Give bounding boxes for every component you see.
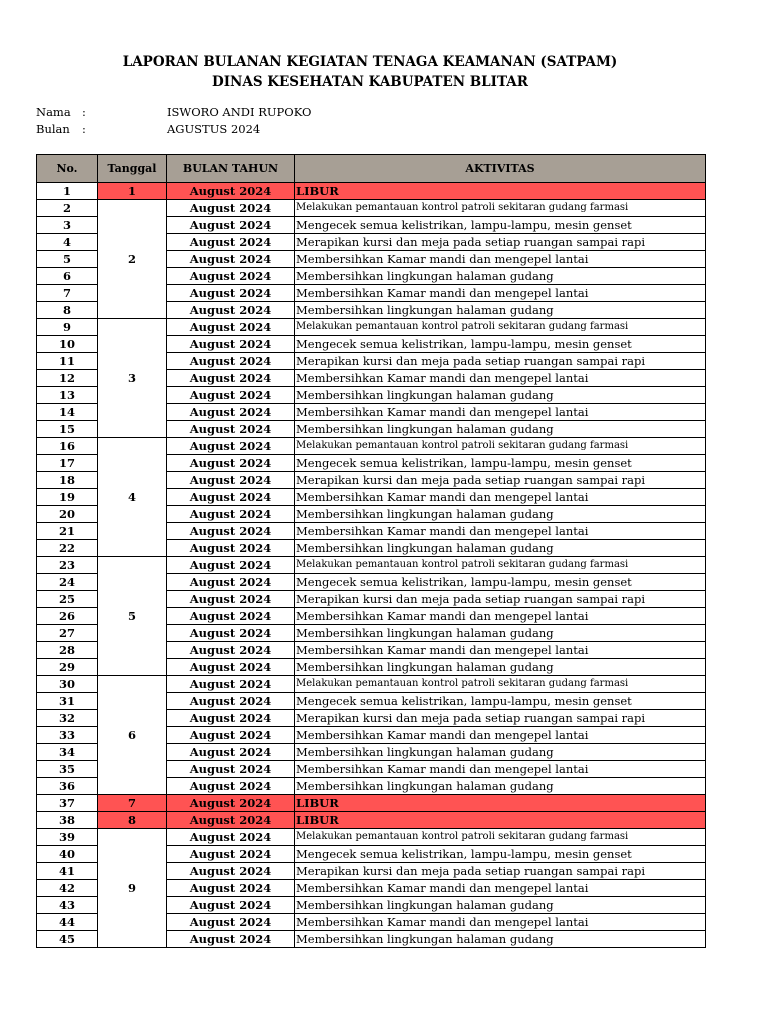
aktivitas-cell: Mengecek semua kelistrikan, lampu-lampu, mesin genset <box>295 574 706 591</box>
table-row <box>37 200 706 217</box>
bulan-tahun-cell: August 2024 <box>167 285 295 302</box>
row-number: 30 <box>37 676 98 693</box>
row-number: 20 <box>37 506 98 523</box>
aktivitas-cell: LIBUR <box>295 795 706 812</box>
bulan-tahun-cell: August 2024 <box>167 914 295 931</box>
bulan-tahun-cell: August 2024 <box>167 336 295 353</box>
bulan-tahun-cell: August 2024 <box>167 421 295 438</box>
row-number: 28 <box>37 642 98 659</box>
bulan-tahun-cell: August 2024 <box>167 591 295 608</box>
tanggal-cell: 6 <box>98 676 167 795</box>
table-header-row <box>37 155 706 183</box>
bulan-tahun-cell: August 2024 <box>167 608 295 625</box>
aktivitas-cell: Membersihkan Kamar mandi dan mengepel lantai <box>295 404 706 421</box>
aktivitas-cell: Mengecek semua kelistrikan, lampu-lampu, mesin genset <box>295 455 706 472</box>
table-row <box>37 319 706 336</box>
tanggal-cell: 9 <box>98 829 167 948</box>
row-number: 18 <box>37 472 98 489</box>
aktivitas-cell: Membersihkan lingkungan halaman gudang <box>295 506 706 523</box>
bulan-tahun-cell: August 2024 <box>167 183 295 200</box>
row-number: 11 <box>37 353 98 370</box>
aktivitas-cell: Mengecek semua kelistrikan, lampu-lampu, mesin genset <box>295 217 706 234</box>
bulan-tahun-cell: August 2024 <box>167 387 295 404</box>
nama-label: Nama <box>36 105 71 119</box>
aktivitas-cell: Membersihkan lingkungan halaman gudang <box>295 778 706 795</box>
aktivitas-cell: Membersihkan Kamar mandi dan mengepel lantai <box>295 761 706 778</box>
row-number: 32 <box>37 710 98 727</box>
row-number: 25 <box>37 591 98 608</box>
aktivitas-cell: Melakukan pemantauan kontrol patroli sekitaran gudang farmasi <box>295 829 706 846</box>
bulan-tahun-cell: August 2024 <box>167 574 295 591</box>
row-number: 43 <box>37 897 98 914</box>
bulan-tahun-cell: August 2024 <box>167 200 295 217</box>
aktivitas-cell: LIBUR <box>295 183 706 200</box>
report-title: LAPORAN BULANAN KEGIATAN TENAGA KEAMANAN (SATPAM) <box>122 54 618 70</box>
bulan-tahun-cell: August 2024 <box>167 404 295 421</box>
row-number: 13 <box>37 387 98 404</box>
bulan-tahun-cell: August 2024 <box>167 557 295 574</box>
row-number: 38 <box>37 812 98 829</box>
aktivitas-cell: Merapikan kursi dan meja pada setiap ruangan sampai rapi <box>295 353 706 370</box>
tanggal-cell: 1 <box>98 183 167 200</box>
aktivitas-cell: Melakukan pemantauan kontrol patroli sekitaran gudang farmasi <box>295 200 706 217</box>
row-number: 14 <box>37 404 98 421</box>
tanggal-cell: 7 <box>98 795 167 812</box>
bulan-tahun-cell: August 2024 <box>167 540 295 557</box>
col-header-bulan-tahun: BULAN TAHUN <box>167 155 295 183</box>
bulan-tahun-cell: August 2024 <box>167 234 295 251</box>
bulan-tahun-cell: August 2024 <box>167 693 295 710</box>
nama-value: ISWORO ANDI RUPOKO <box>167 105 312 119</box>
row-number: 37 <box>37 795 98 812</box>
table-row <box>37 795 706 812</box>
col-header-aktivitas: AKTIVITAS <box>295 155 706 183</box>
bulan-tahun-cell: August 2024 <box>167 353 295 370</box>
aktivitas-cell: Membersihkan lingkungan halaman gudang <box>295 387 706 404</box>
bulan-tahun-cell: August 2024 <box>167 302 295 319</box>
bulan-value: AGUSTUS 2024 <box>167 122 261 136</box>
table-row <box>37 557 706 574</box>
aktivitas-cell: Melakukan pemantauan kontrol patroli sekitaran gudang farmasi <box>295 319 706 336</box>
bulan-colon: : <box>82 122 86 136</box>
row-number: 1 <box>37 183 98 200</box>
bulan-tahun-cell: August 2024 <box>167 829 295 846</box>
row-number: 33 <box>37 727 98 744</box>
bulan-label: Bulan <box>36 122 70 136</box>
bulan-tahun-cell: August 2024 <box>167 472 295 489</box>
row-number: 2 <box>37 200 98 217</box>
bulan-tahun-cell: August 2024 <box>167 251 295 268</box>
row-number: 34 <box>37 744 98 761</box>
row-number: 17 <box>37 455 98 472</box>
bulan-tahun-cell: August 2024 <box>167 676 295 693</box>
aktivitas-cell: Membersihkan lingkungan halaman gudang <box>295 540 706 557</box>
aktivitas-cell: Membersihkan lingkungan halaman gudang <box>295 268 706 285</box>
row-number: 29 <box>37 659 98 676</box>
row-number: 44 <box>37 914 98 931</box>
aktivitas-cell: Membersihkan Kamar mandi dan mengepel lantai <box>295 523 706 540</box>
bulan-tahun-cell: August 2024 <box>167 438 295 455</box>
tanggal-cell: 3 <box>98 319 167 438</box>
aktivitas-cell: Mengecek semua kelistrikan, lampu-lampu, mesin genset <box>295 693 706 710</box>
bulan-tahun-cell: August 2024 <box>167 506 295 523</box>
bulan-tahun-cell: August 2024 <box>167 778 295 795</box>
aktivitas-cell: Membersihkan Kamar mandi dan mengepel lantai <box>295 251 706 268</box>
aktivitas-cell: Membersihkan Kamar mandi dan mengepel lantai <box>295 642 706 659</box>
bulan-tahun-cell: August 2024 <box>167 812 295 829</box>
aktivitas-cell: Merapikan kursi dan meja pada setiap ruangan sampai rapi <box>295 863 706 880</box>
row-number: 35 <box>37 761 98 778</box>
tanggal-cell: 4 <box>98 438 167 557</box>
bulan-tahun-cell: August 2024 <box>167 659 295 676</box>
report-subtitle: DINAS KESEHATAN KABUPATEN BLITAR <box>211 74 528 90</box>
aktivitas-cell: Merapikan kursi dan meja pada setiap ruangan sampai rapi <box>295 710 706 727</box>
row-number: 23 <box>37 557 98 574</box>
row-number: 7 <box>37 285 98 302</box>
aktivitas-cell: Membersihkan Kamar mandi dan mengepel lantai <box>295 285 706 302</box>
aktivitas-cell: Membersihkan lingkungan halaman gudang <box>295 744 706 761</box>
bulan-tahun-cell: August 2024 <box>167 642 295 659</box>
col-header-tanggal: Tanggal <box>98 155 167 183</box>
bulan-tahun-cell: August 2024 <box>167 744 295 761</box>
table-row <box>37 183 706 200</box>
bulan-tahun-cell: August 2024 <box>167 727 295 744</box>
row-number: 21 <box>37 523 98 540</box>
table-row <box>37 438 706 455</box>
row-number: 22 <box>37 540 98 557</box>
bulan-tahun-cell: August 2024 <box>167 863 295 880</box>
aktivitas-cell: Membersihkan Kamar mandi dan mengepel lantai <box>295 914 706 931</box>
bulan-tahun-cell: August 2024 <box>167 795 295 812</box>
row-number: 45 <box>37 931 98 948</box>
bulan-tahun-cell: August 2024 <box>167 931 295 948</box>
aktivitas-cell: Membersihkan Kamar mandi dan mengepel lantai <box>295 880 706 897</box>
aktivitas-cell: Membersihkan lingkungan halaman gudang <box>295 625 706 642</box>
aktivitas-cell: Membersihkan lingkungan halaman gudang <box>295 302 706 319</box>
row-number: 39 <box>37 829 98 846</box>
bulan-tahun-cell: August 2024 <box>167 489 295 506</box>
row-number: 16 <box>37 438 98 455</box>
row-number: 4 <box>37 234 98 251</box>
col-header-no: No. <box>37 155 98 183</box>
bulan-tahun-cell: August 2024 <box>167 625 295 642</box>
bulan-tahun-cell: August 2024 <box>167 880 295 897</box>
row-number: 5 <box>37 251 98 268</box>
aktivitas-cell: Membersihkan lingkungan halaman gudang <box>295 897 706 914</box>
bulan-tahun-cell: August 2024 <box>167 370 295 387</box>
row-number: 27 <box>37 625 98 642</box>
aktivitas-cell: Merapikan kursi dan meja pada setiap ruangan sampai rapi <box>295 234 706 251</box>
aktivitas-cell: Membersihkan Kamar mandi dan mengepel lantai <box>295 608 706 625</box>
row-number: 15 <box>37 421 98 438</box>
row-number: 19 <box>37 489 98 506</box>
bulan-tahun-cell: August 2024 <box>167 846 295 863</box>
aktivitas-cell: Melakukan pemantauan kontrol patroli sekitaran gudang farmasi <box>295 676 706 693</box>
row-number: 41 <box>37 863 98 880</box>
table-row <box>37 676 706 693</box>
aktivitas-cell: Melakukan pemantauan kontrol patroli sekitaran gudang farmasi <box>295 557 706 574</box>
aktivitas-cell: Merapikan kursi dan meja pada setiap ruangan sampai rapi <box>295 472 706 489</box>
bulan-tahun-cell: August 2024 <box>167 217 295 234</box>
tanggal-cell: 5 <box>98 557 167 676</box>
aktivitas-cell: Mengecek semua kelistrikan, lampu-lampu, mesin genset <box>295 336 706 353</box>
aktivitas-cell: Membersihkan lingkungan halaman gudang <box>295 421 706 438</box>
bulan-tahun-cell: August 2024 <box>167 455 295 472</box>
tanggal-cell: 8 <box>98 812 167 829</box>
table-row <box>37 829 706 846</box>
table-body <box>37 183 706 948</box>
row-number: 8 <box>37 302 98 319</box>
table-row <box>37 812 706 829</box>
bulan-tahun-cell: August 2024 <box>167 710 295 727</box>
nama-colon: : <box>82 105 86 119</box>
bulan-tahun-cell: August 2024 <box>167 523 295 540</box>
aktivitas-cell: Membersihkan Kamar mandi dan mengepel lantai <box>295 370 706 387</box>
tanggal-cell: 2 <box>98 200 167 319</box>
aktivitas-cell: Merapikan kursi dan meja pada setiap ruangan sampai rapi <box>295 591 706 608</box>
activity-table <box>36 154 706 948</box>
aktivitas-cell: Membersihkan Kamar mandi dan mengepel lantai <box>295 489 706 506</box>
row-number: 42 <box>37 880 98 897</box>
bulan-tahun-cell: August 2024 <box>167 319 295 336</box>
aktivitas-cell: LIBUR <box>295 812 706 829</box>
row-number: 6 <box>37 268 98 285</box>
aktivitas-cell: Mengecek semua kelistrikan, lampu-lampu, mesin genset <box>295 846 706 863</box>
row-number: 36 <box>37 778 98 795</box>
row-number: 3 <box>37 217 98 234</box>
aktivitas-cell: Membersihkan Kamar mandi dan mengepel lantai <box>295 727 706 744</box>
row-number: 24 <box>37 574 98 591</box>
bulan-tahun-cell: August 2024 <box>167 761 295 778</box>
aktivitas-cell: Melakukan pemantauan kontrol patroli sekitaran gudang farmasi <box>295 438 706 455</box>
row-number: 31 <box>37 693 98 710</box>
bulan-tahun-cell: August 2024 <box>167 897 295 914</box>
aktivitas-cell: Membersihkan lingkungan halaman gudang <box>295 931 706 948</box>
row-number: 12 <box>37 370 98 387</box>
row-number: 40 <box>37 846 98 863</box>
row-number: 26 <box>37 608 98 625</box>
bulan-tahun-cell: August 2024 <box>167 268 295 285</box>
aktivitas-cell: Membersihkan lingkungan halaman gudang <box>295 659 706 676</box>
row-number: 9 <box>37 319 98 336</box>
row-number: 10 <box>37 336 98 353</box>
